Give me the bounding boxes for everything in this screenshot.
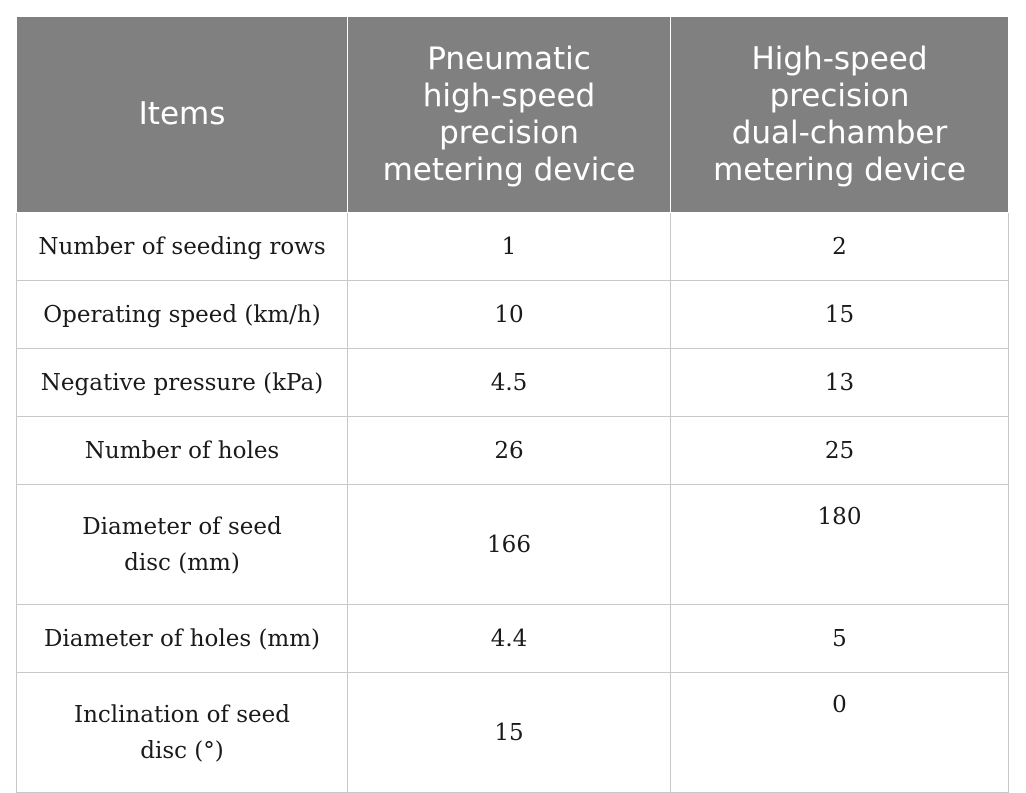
item-cell [17,605,348,673]
table-row [17,485,1009,605]
item-label: Number of holes [84,437,280,464]
pneumatic-cell [348,673,671,793]
dual-cell [671,281,1009,349]
pneumatic-cell [348,213,671,281]
header-items [17,17,348,213]
dual-cell [671,349,1009,417]
dual-value: 13 [824,369,855,396]
item-cell [17,349,348,417]
pneumatic-cell [348,349,671,417]
comparison-table-container [16,16,1009,793]
pneumatic-cell [348,417,671,485]
table-row [17,673,1009,793]
item-cell [17,281,348,349]
pneumatic-value: 166 [487,531,531,558]
header-items-label: Items [138,96,226,132]
dual-cell [671,673,1009,793]
dual-value: 180 [817,504,862,530]
dual-cell [671,213,1009,281]
item-label: Inclination of seed disc (°) [73,701,290,764]
dual-value: 25 [824,437,855,464]
item-label: Diameter of holes (mm) [43,625,321,652]
item-label: Operating speed (km/h) [43,301,321,328]
pneumatic-value: 15 [494,719,524,746]
comparison-table [16,16,1009,793]
header-dual-chamber-label: High-speed precision dual-chamber metering device [713,40,966,188]
pneumatic-value: 10 [494,301,524,328]
table-row [17,281,1009,349]
header-pneumatic-label: Pneumatic high-speed precision metering device [382,40,636,188]
item-cell [17,673,348,793]
dual-cell [671,485,1009,605]
table-header [17,17,1009,213]
table-body [17,213,1009,793]
table-row [17,417,1009,485]
dual-value: 0 [832,692,847,718]
pneumatic-cell [348,485,671,605]
item-label: Diameter of seed disc (mm) [82,513,282,576]
dual-cell [671,417,1009,485]
pneumatic-cell [348,605,671,673]
dual-value: 2 [832,233,847,260]
header-dual-chamber [671,17,1009,213]
table-row [17,605,1009,673]
pneumatic-value: 4.4 [490,625,528,652]
pneumatic-value: 1 [501,233,517,260]
table-row [17,349,1009,417]
item-cell [17,213,348,281]
item-cell [17,417,348,485]
item-label: Number of seeding rows [38,233,326,260]
dual-cell [671,605,1009,673]
item-label: Negative pressure (kPa) [40,369,324,396]
dual-value: 15 [824,301,855,328]
table-row [17,213,1009,281]
dual-value: 5 [832,625,847,652]
header-row [17,17,1009,213]
pneumatic-value: 26 [494,437,524,464]
pneumatic-cell [348,281,671,349]
header-pneumatic [348,17,671,213]
pneumatic-value: 4.5 [490,369,528,396]
item-cell [17,485,348,605]
